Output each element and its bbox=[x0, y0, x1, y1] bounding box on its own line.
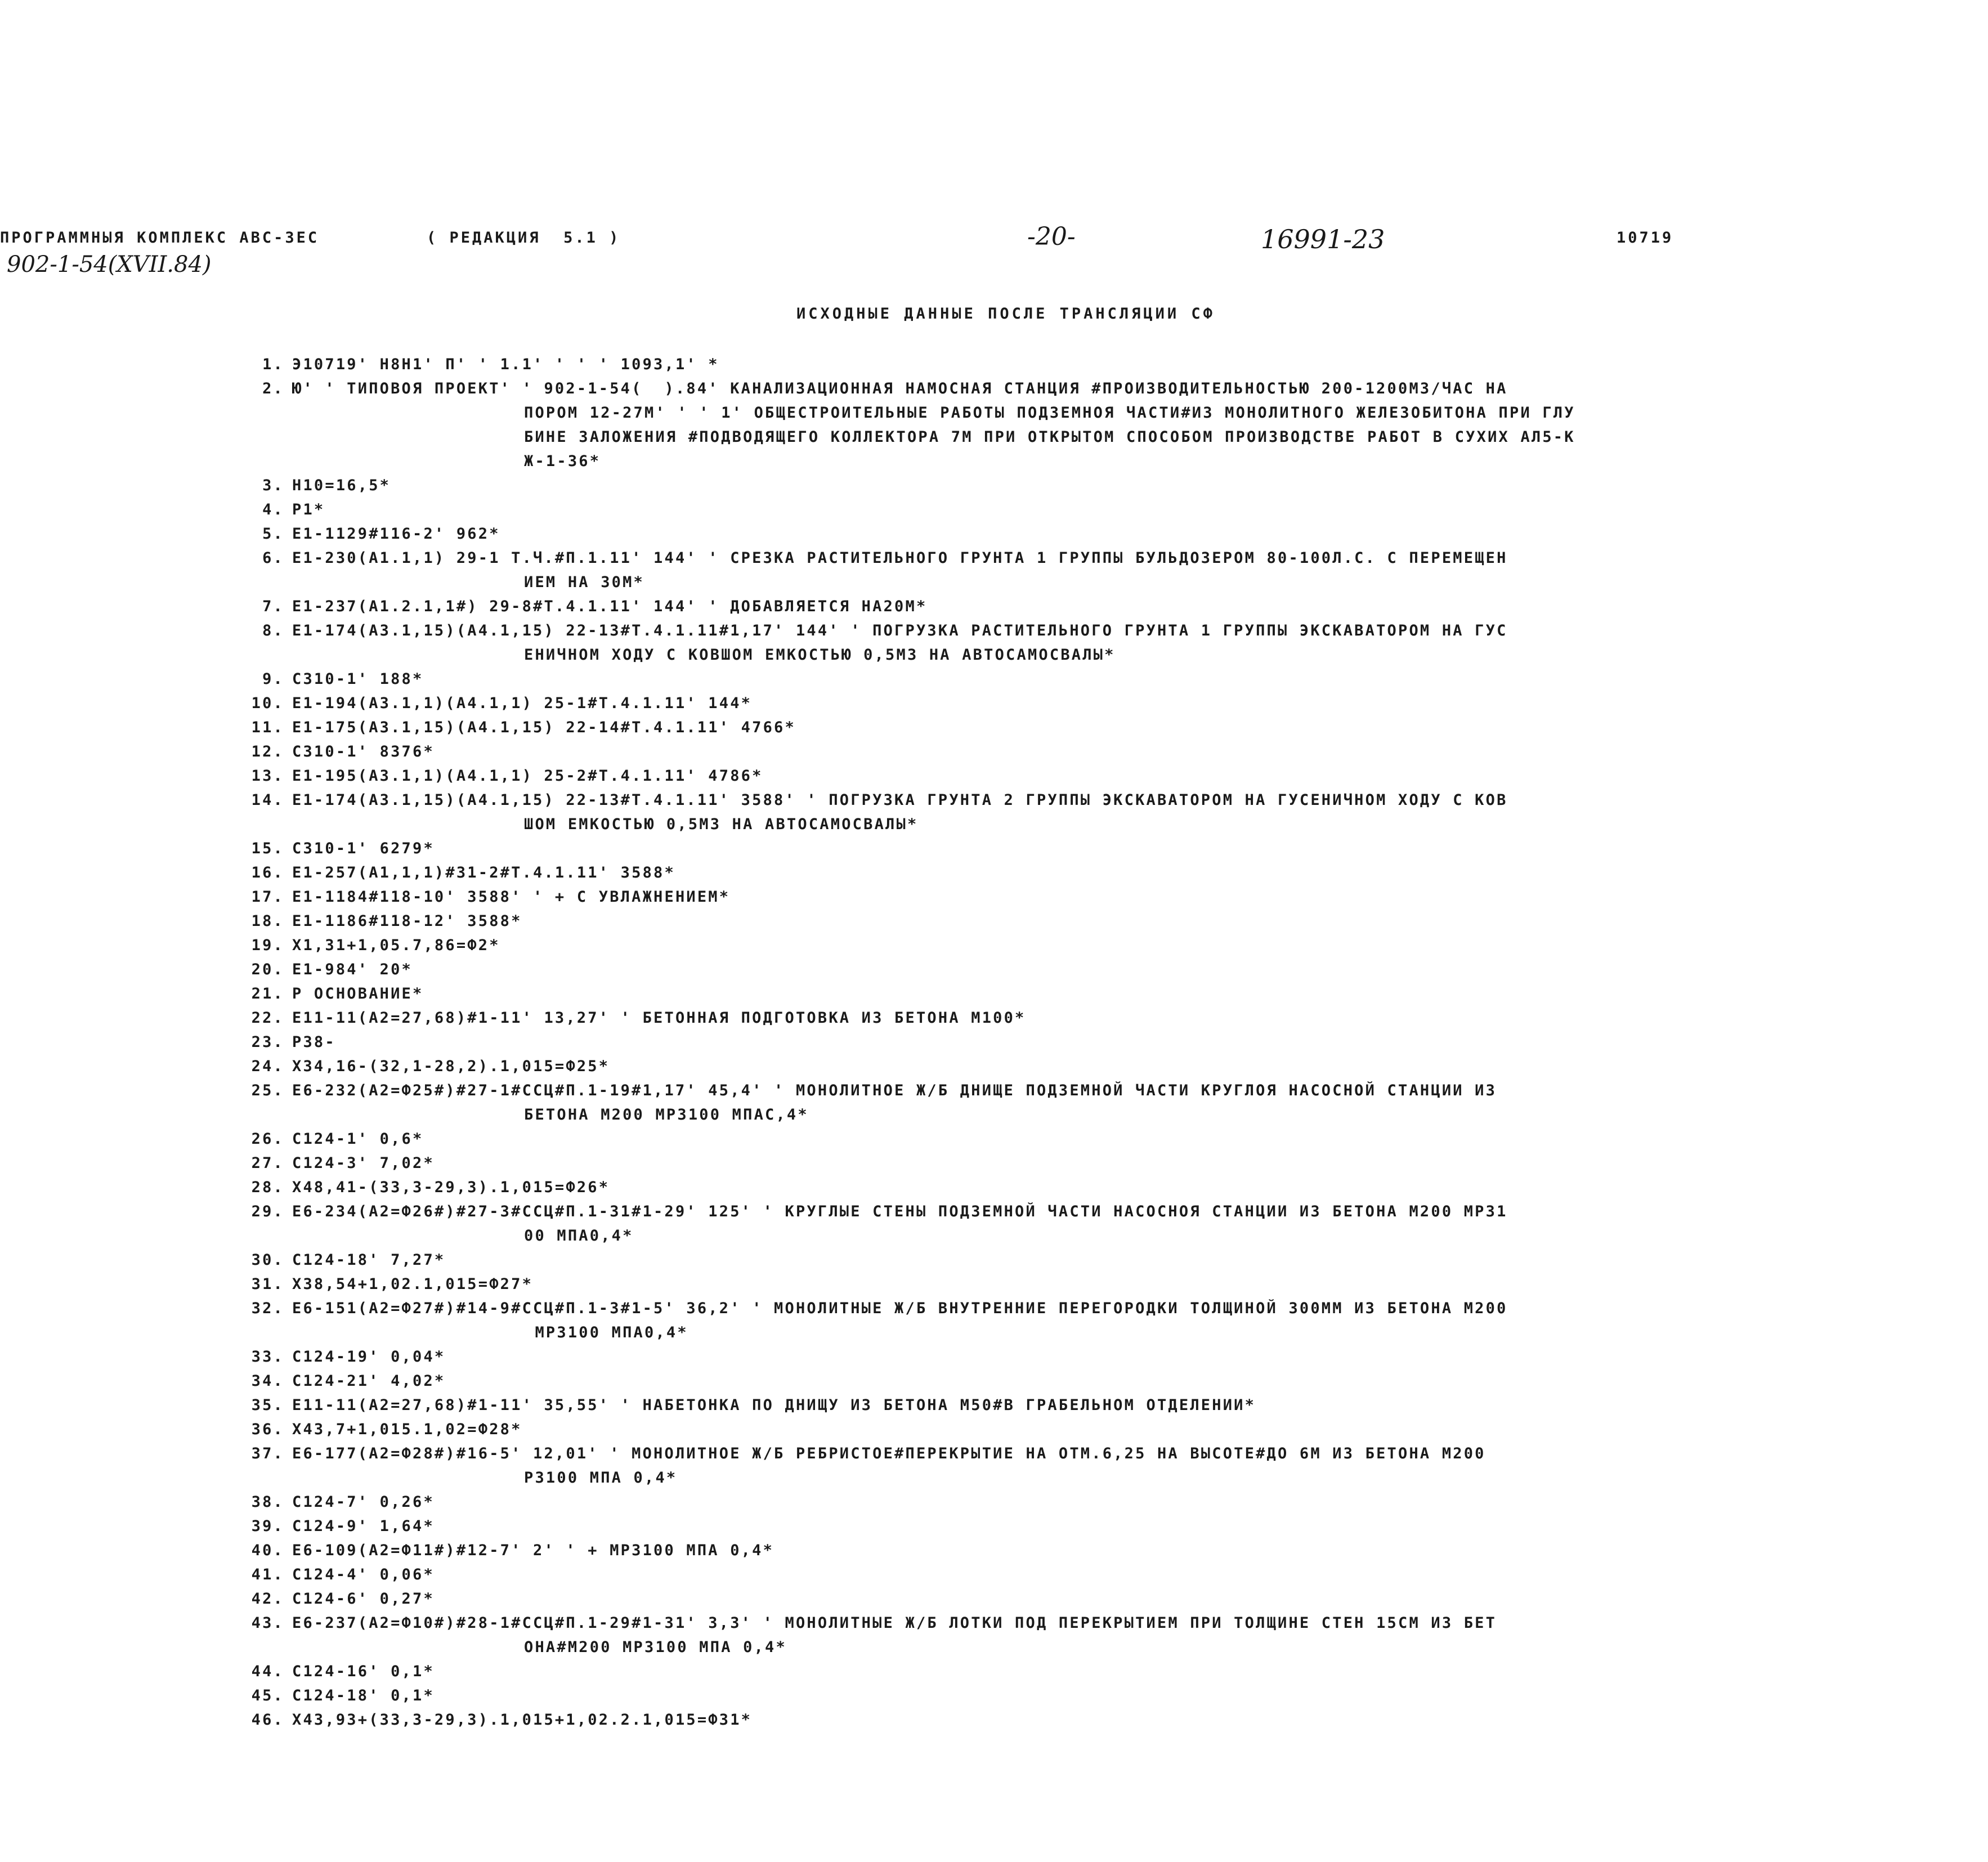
listing-line bbox=[222, 1054, 1945, 1078]
listing-line bbox=[222, 1151, 1945, 1175]
line-text: Е1-174(А3.1,15)(А4.1,15) 22-13#Т.4.1.11#1,17' 144' ' ПОГРУЗКА РАСТИТЕЛЬНОГО ГРУНТА 1 ГРУППЫ ЭКСКАВАТОРОМ НА ГУС ЕНИЧНОМ ХОДУ С КОВШОМ ЕМКОСТЬЮ 0,5М3 НА АВТОСАМОСВАЛЫ* bbox=[292, 619, 1508, 667]
line-number: 17. bbox=[251, 888, 284, 906]
line-number: 27. bbox=[251, 1154, 284, 1172]
line-text: С310-1' 188* bbox=[292, 670, 424, 688]
line-continuation: БЕТОНА М200 МР3100 МПАС,4* bbox=[524, 1106, 809, 1124]
listing-line bbox=[222, 909, 1945, 933]
listing-line bbox=[222, 1369, 1945, 1393]
line-text: С124-18' 0,1* bbox=[292, 1687, 435, 1704]
line-number: 34. bbox=[251, 1372, 284, 1390]
line-text: С124-16' 0,1* bbox=[292, 1663, 435, 1680]
line-number: 38. bbox=[251, 1493, 284, 1511]
listing-line bbox=[222, 957, 1945, 982]
line-number: 1. bbox=[262, 356, 284, 373]
listing-line bbox=[222, 1442, 1945, 1490]
program-name: ПРОГРАММНЫЯ КОМПЛЕКС АВС-3ЕС bbox=[0, 229, 320, 247]
line-number: 36. bbox=[251, 1421, 284, 1438]
listing-line bbox=[222, 1078, 1945, 1127]
listing-line bbox=[222, 885, 1945, 909]
listing-line bbox=[222, 1030, 1945, 1054]
line-text: Е1-1184#118-10' 3588' ' + С УВЛАЖНЕНИЕМ* bbox=[292, 888, 731, 906]
line-number: 33. bbox=[251, 1348, 284, 1366]
line-text: Е11-11(А2=27,68)#1-11' 35,55' ' НАБЕТОНКА ПО ДНИЩУ ИЗ БЕТОНА М50#В ГРАБЕЛЬНОМ ОТДЕЛЕНИИ* bbox=[292, 1396, 1256, 1414]
line-number: 26. bbox=[251, 1130, 284, 1148]
line-number: 10. bbox=[251, 695, 284, 712]
line-number: 15. bbox=[251, 840, 284, 857]
line-text: Ю' ' ТИПОВОЯ ПРОЕКТ' ' 902-1-54( ).84' КАНАЛИЗАЦИОННАЯ НАМОСНАЯ СТАНЦИЯ #ПРОИЗВОДИТЕЛЬНОСТЬЮ 200-1200М3/ЧАС НА ПОРОМ 12-27М' ' ' 1' ОБЩЕСТРОИТЕЛЬНЫЕ РАБОТЫ ПОДЗЕМНОЯ ЧАСТИ#ИЗ МОНОЛИТНОГО ЖЕЛЕЗОБИТОНА ПРИ ГЛУ БИНЕ ЗАЛОЖЕНИЯ #ПОДВОДЯЩЕГО КОЛЛЕКТОРА 7М ПРИ ОТКРЫТОМ СПОСОБОМ ПРОИЗВОДСТВЕ РАБОТ В СУХИХ АЛ5-К Ж-1-36* bbox=[292, 377, 1575, 473]
line-text: Е6-109(А2=Ф11#)#12-7' 2' ' + МР3100 МПА 0,4* bbox=[292, 1542, 774, 1559]
listing-line bbox=[222, 1006, 1945, 1030]
listing-line bbox=[222, 498, 1945, 522]
line-number: 3. bbox=[262, 477, 284, 494]
listing-line bbox=[222, 1272, 1945, 1296]
line-text: Р38- bbox=[292, 1033, 336, 1051]
line-text: Е6-232(А2=Ф25#)#27-1#ССЦ#П.1-19#1,17' 45,4' ' МОНОЛИТНОЕ Ж/Б ДНИЩЕ ПОДЗЕМНОЙ ЧАСТИ КРУГЛОЯ НАСОСНОЙ СТАНЦИИ ИЗ БЕТОНА М200 МР3100 МПАС,4* bbox=[292, 1078, 1497, 1127]
line-number: 21. bbox=[251, 985, 284, 1002]
listing-line bbox=[222, 1393, 1945, 1417]
line-continuation: ИЕМ НА 30М* bbox=[524, 574, 645, 591]
line-number: 31. bbox=[251, 1275, 284, 1293]
line-number: 29. bbox=[251, 1203, 284, 1220]
listing-line bbox=[222, 1248, 1945, 1272]
listing-line bbox=[222, 1659, 1945, 1684]
line-text: Н10=16,5* bbox=[292, 477, 391, 494]
line-continuation: ОНА#М200 МР3100 МПА 0,4* bbox=[524, 1639, 787, 1656]
line-text: Р ОСНОВАНИЕ* bbox=[292, 985, 424, 1002]
line-number: 12. bbox=[251, 743, 284, 760]
job-code: 10719 bbox=[1617, 229, 1674, 247]
page-title: ИСХОДНЫЕ ДАННЫЕ ПОСЛЕ ТРАНСЛЯЦИИ СФ bbox=[796, 305, 1215, 323]
listing-line bbox=[222, 1708, 1945, 1732]
line-continuation: ЕНИЧНОМ ХОДУ С КОВШОМ ЕМКОСТЬЮ 0,5М3 НА АВТОСАМОСВАЛЫ* bbox=[524, 646, 1116, 664]
project-code: 902-1-54(XVII.84) bbox=[7, 252, 212, 277]
listing-line bbox=[222, 933, 1945, 957]
listing-line bbox=[222, 1538, 1945, 1563]
line-number: 25. bbox=[251, 1082, 284, 1099]
line-text: С310-1' 8376* bbox=[292, 743, 435, 760]
line-text: С124-9' 1,64* bbox=[292, 1518, 435, 1535]
listing-line bbox=[222, 861, 1945, 885]
line-number: 43. bbox=[251, 1614, 284, 1632]
line-number: 41. bbox=[251, 1566, 284, 1583]
line-continuation: БИНЕ ЗАЛОЖЕНИЯ #ПОДВОДЯЩЕГО КОЛЛЕКТОРА 7М ПРИ ОТКРЫТОМ СПОСОБОМ ПРОИЗВОДСТВЕ РАБОТ В СУХИХ АЛ5-К bbox=[524, 428, 1575, 446]
line-number: 14. bbox=[251, 791, 284, 809]
line-number: 45. bbox=[251, 1687, 284, 1704]
line-text: Х34,16-(32,1-28,2).1,015=Ф25* bbox=[292, 1058, 610, 1075]
line-number: 46. bbox=[251, 1711, 284, 1729]
line-text: Е1-984' 20* bbox=[292, 961, 413, 978]
line-number: 40. bbox=[251, 1542, 284, 1559]
line-number: 11. bbox=[251, 719, 284, 736]
listing-line bbox=[222, 1611, 1945, 1659]
line-text: Э10719' Н8Н1' П' ' 1.1' ' ' ' 1093,1' * bbox=[292, 356, 719, 373]
line-continuation: ШОМ ЕМКОСТЬЮ 0,5М3 НА АВТОСАМОСВАЛЫ* bbox=[524, 816, 919, 833]
listing-line bbox=[222, 788, 1945, 836]
listing-line bbox=[222, 1563, 1945, 1587]
listing-line bbox=[222, 715, 1945, 740]
listing-line bbox=[222, 619, 1945, 667]
listing-line bbox=[222, 982, 1945, 1006]
line-number: 16. bbox=[251, 864, 284, 881]
line-text: С124-1' 0,6* bbox=[292, 1130, 424, 1148]
line-number: 8. bbox=[262, 622, 284, 639]
line-continuation: Р3100 МПА 0,4* bbox=[524, 1469, 678, 1487]
page-number: -20- bbox=[1027, 222, 1076, 251]
line-continuation: 00 МПА0,4* bbox=[524, 1227, 634, 1245]
line-number: 19. bbox=[251, 937, 284, 954]
listing-line bbox=[222, 836, 1945, 861]
source-listing bbox=[222, 352, 1945, 1732]
listing-line bbox=[222, 667, 1945, 691]
line-text: Е6-234(А2=Ф26#)#27-3#ССЦ#П.1-31#1-29' 125' ' КРУГЛЫЕ СТЕНЫ ПОДЗЕМНОЙ ЧАСТИ НАСОСНОЯ СТАНЦИИ ИЗ БЕТОНА М200 МР31 00 МПА0,4* bbox=[292, 1199, 1508, 1248]
line-text: С124-21' 4,02* bbox=[292, 1372, 446, 1390]
line-text: С310-1' 6279* bbox=[292, 840, 435, 857]
line-number: 18. bbox=[251, 912, 284, 930]
line-number: 24. bbox=[251, 1058, 284, 1075]
listing-line bbox=[222, 377, 1945, 473]
edition-label: ( РЕДАКЦИЯ 5.1 ) bbox=[427, 229, 621, 247]
line-number: 6. bbox=[262, 549, 284, 567]
line-text: Е1-237(А1.2.1,1#) 29-8#Т.4.1.11' 144' ' ДОБАВЛЯЕТСЯ НА20М* bbox=[292, 598, 928, 615]
line-number: 9. bbox=[262, 670, 284, 688]
listing-line bbox=[222, 1417, 1945, 1442]
line-text: С124-7' 0,26* bbox=[292, 1493, 435, 1511]
line-text: Е6-237(А2=Ф10#)#28-1#ССЦ#П.1-29#1-31' 3,3' ' МОНОЛИТНЫЕ Ж/Б ЛОТКИ ПОД ПЕРЕКРЫТИЕМ ПРИ ТОЛЩИНЕ СТЕН 15СМ ИЗ БЕТ ОНА#М200 МР3100 МПА 0,4* bbox=[292, 1611, 1497, 1659]
line-text: Х43,7+1,015.1,02=Ф28* bbox=[292, 1421, 522, 1438]
listing-line bbox=[222, 1514, 1945, 1538]
line-number: 2. bbox=[262, 380, 284, 397]
listing-line bbox=[222, 740, 1945, 764]
line-text: Х43,93+(33,3-29,3).1,015+1,02.2.1,015=Ф31* bbox=[292, 1711, 753, 1729]
line-text: Е6-151(А2=Ф27#)#14-9#ССЦ#П.1-3#1-5' 36,2' ' МОНОЛИТНЫЕ Ж/Б ВНУТРЕННИЕ ПЕРЕГОРОДКИ ТОЛЩИНОЙ 300ММ ИЗ БЕТОНА М200 МР3100 МПА0,4* bbox=[292, 1296, 1508, 1345]
listing-line bbox=[222, 1199, 1945, 1248]
line-text: С124-4' 0,06* bbox=[292, 1566, 435, 1583]
line-text: С124-19' 0,04* bbox=[292, 1348, 446, 1366]
line-continuation: МР3100 МПА0,4* bbox=[524, 1324, 688, 1341]
line-text: Е1-174(А3.1,15)(А4.1,15) 22-13#Т.4.1.11' 3588' ' ПОГРУЗКА ГРУНТА 2 ГРУППЫ ЭКСКАВАТОРОМ НА ГУСЕНИЧНОМ ХОДУ С КОВ ШОМ ЕМКОСТЬЮ 0,5М3 НА АВТОСАМОСВАЛЫ* bbox=[292, 788, 1508, 836]
listing-line bbox=[222, 1175, 1945, 1199]
line-text: С124-3' 7,02* bbox=[292, 1154, 435, 1172]
line-text: Х48,41-(33,3-29,3).1,015=Ф26* bbox=[292, 1179, 610, 1196]
document-number: 16991-23 bbox=[1261, 224, 1385, 254]
line-text: Е1-195(А3.1,1)(А4.1,1) 25-2#Т.4.1.11' 4786* bbox=[292, 767, 763, 785]
listing-line bbox=[222, 352, 1945, 377]
line-text: Е11-11(А2=27,68)#1-11' 13,27' ' БЕТОННАЯ ПОДГОТОВКА ИЗ БЕТОНА М100* bbox=[292, 1009, 1026, 1027]
line-text: Р1* bbox=[292, 501, 325, 518]
line-text: С124-6' 0,27* bbox=[292, 1590, 435, 1608]
line-text: Е1-257(А1,1,1)#31-2#Т.4.1.11' 3588* bbox=[292, 864, 675, 881]
listing-line bbox=[222, 1345, 1945, 1369]
line-continuation: Ж-1-36* bbox=[524, 453, 601, 470]
line-number: 13. bbox=[251, 767, 284, 785]
line-number: 7. bbox=[262, 598, 284, 615]
line-number: 22. bbox=[251, 1009, 284, 1027]
listing-line bbox=[222, 1684, 1945, 1708]
line-number: 30. bbox=[251, 1251, 284, 1269]
line-text: Е1-175(А3.1,15)(А4.1,15) 22-14#Т.4.1.11' 4766* bbox=[292, 719, 796, 736]
line-text: Х1,31+1,05.7,86=Ф2* bbox=[292, 937, 500, 954]
line-number: 32. bbox=[251, 1300, 284, 1317]
line-number: 4. bbox=[262, 501, 284, 518]
line-text: Х38,54+1,02.1,015=Ф27* bbox=[292, 1275, 534, 1293]
line-number: 39. bbox=[251, 1518, 284, 1535]
listing-line bbox=[222, 691, 1945, 715]
listing-line bbox=[222, 1127, 1945, 1151]
listing-line bbox=[222, 1296, 1945, 1345]
line-number: 44. bbox=[251, 1663, 284, 1680]
listing-line bbox=[222, 594, 1945, 619]
listing-line bbox=[222, 473, 1945, 498]
line-number: 42. bbox=[251, 1590, 284, 1608]
listing-line bbox=[222, 522, 1945, 546]
line-text: Е1-1129#116-2' 962* bbox=[292, 525, 500, 543]
line-number: 35. bbox=[251, 1396, 284, 1414]
line-text: Е1-1186#118-12' 3588* bbox=[292, 912, 522, 930]
listing-line bbox=[222, 1587, 1945, 1611]
listing-line bbox=[222, 1490, 1945, 1514]
line-text: Е1-230(А1.1,1) 29-1 Т.Ч.#П.1.11' 144' ' СРЕЗКА РАСТИТЕЛЬНОГО ГРУНТА 1 ГРУППЫ БУЛЬДОЗЕРОМ 80-100Л.С. С ПЕРЕМЕЩЕН ИЕМ НА 30М* bbox=[292, 546, 1508, 594]
line-text: Е6-177(А2=Ф28#)#16-5' 12,01' ' МОНОЛИТНОЕ Ж/Б РЕБРИСТОЕ#ПЕРЕКРЫТИЕ НА ОТМ.6,25 НА ВЫСОТЕ#ДО 6М ИЗ БЕТОНА М200 Р3100 МПА 0,4* bbox=[292, 1442, 1486, 1490]
listing-line bbox=[222, 764, 1945, 788]
line-text: С124-18' 7,27* bbox=[292, 1251, 446, 1269]
line-number: 20. bbox=[251, 961, 284, 978]
line-number: 23. bbox=[251, 1033, 284, 1051]
line-number: 5. bbox=[262, 525, 284, 543]
listing-line bbox=[222, 546, 1945, 594]
line-text: Е1-194(А3.1,1)(А4.1,1) 25-1#Т.4.1.11' 144* bbox=[292, 695, 753, 712]
line-number: 28. bbox=[251, 1179, 284, 1196]
line-continuation: ПОРОМ 12-27М' ' ' 1' ОБЩЕСТРОИТЕЛЬНЫЕ РАБОТЫ ПОДЗЕМНОЯ ЧАСТИ#ИЗ МОНОЛИТНОГО ЖЕЛЕЗОБИТОНА ПРИ ГЛУ bbox=[524, 404, 1575, 422]
line-number: 37. bbox=[251, 1445, 284, 1462]
